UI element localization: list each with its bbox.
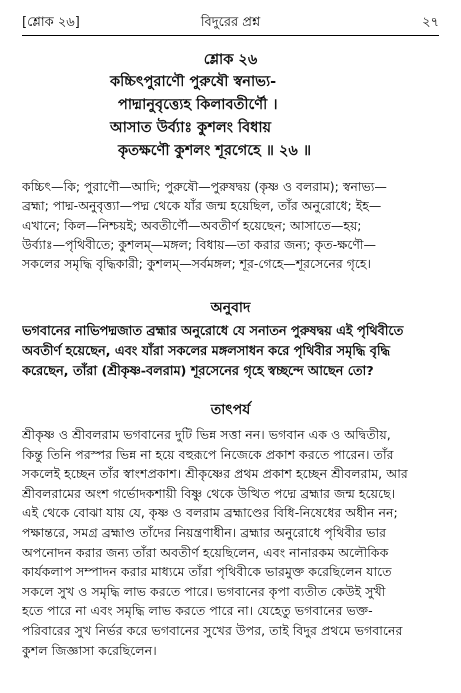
purport-line: কুশল জিজ্ঞাসা করেছিলেন। (22, 642, 157, 658)
purport-line: কার্যকলাপ সম্পাদন করার মাধ্যমে তাঁরা পৃথিবীকে ভারমুক্ত করেছিলেন যাতে (22, 564, 392, 580)
verse-line: কচ্চিৎপুরাণৌ পুরুষৌ স্বনাভ্য- (110, 74, 277, 90)
running-header (22, 12, 439, 34)
verse-line: কৃতক্ষণৌ কুশলং শূরগেহে ॥ ২৬ ॥ (118, 143, 312, 159)
header-verse-ref: [শ্লোক ২৬] (22, 15, 80, 30)
purport-line: সকলে সুখ ও সমৃদ্ধি লাভ করতে পারে। ভগবানের কৃপা ব্যতীত কেউই সুখী (22, 583, 386, 599)
translation-line: ভগবানের নাভিপদ্মজাত ব্রহ্মার অনুরোধে যে সনাতন পুরুষদ্বয় এই পৃথিবীতে (22, 324, 404, 339)
wfw-line: কচ্চিৎ—কি; পুরাণৌ—আদি; পুরুষৌ—পুরুষদ্বয় (কৃষ্ণ ও বলরাম); স্বনাভ্য— (22, 179, 387, 194)
translation-text (22, 322, 439, 382)
verse-line: আসাত উর্ব্যাঃ কুশলং বিধায় (110, 120, 272, 136)
word-for-word (22, 177, 439, 273)
translation-line: করেছেন, তাঁরা (শ্রীকৃষ্ণ-বলরাম) শূরসেনের গৃহে স্বচ্ছন্দে আছেন তো? (22, 364, 374, 379)
wfw-line: সকলের সমৃদ্ধি বৃদ্ধিকারী; কুশলম্—সর্বমঙ্গল; শূর-গেহে—শূরসেনের গৃহে। (22, 256, 371, 272)
purport-text (22, 425, 439, 660)
page-number: ২৭ (422, 15, 439, 30)
purport-line: হতে পারে না এবং সমৃদ্ধি লাভ করতে পারে না। যেহেতু ভগবানের ভক্ত- (22, 603, 373, 619)
purport-line: এই থেকে বোঝা যায় যে, কৃষ্ণ ও বলরাম ব্রহ্মাণ্ডের বিধি-নিষেধের অধীন নন; (22, 505, 398, 521)
purport-line: পরিবারের সুখ নির্ভর করে ভগবানের সুখের উপর, তাই বিদুর প্রথমে ভগবানের (22, 622, 403, 638)
wfw-line: উর্ব্যাঃ—পৃথিবীতে; কুশলম্—মঙ্গল; বিধায়—তা করার জন্য; কৃত-ক্ষণৌ— (22, 236, 376, 252)
translation-heading: অনুবাদ (210, 300, 251, 316)
wfw-line: ব্রহ্মা; পাদ্ম-অনুবৃত্ত্যা—পদ্ম থেকে যাঁর জন্ম হয়েছিল, তাঁর অনুরোধে; ইহ— (22, 198, 382, 214)
purport-line: অপনোদন করার জন্য তাঁরা অবতীর্ণ হয়েছিলেন, এবং নানারকম অলৌকিক (22, 544, 389, 560)
wfw-line: এখানে; কিল—নিশ্চয়ই; অবতীর্ণৌ—অবতীর্ণ হয়েছেন; আসাতে—হয়; (22, 217, 362, 233)
verse-line: পাদ্মানুবৃত্ত্যেহ কিলাবতীর্ণৌ । (118, 97, 278, 113)
header-rule (22, 35, 439, 36)
header-chapter-title: বিদুরের প্রশ্ন (200, 15, 261, 30)
purport-line: সকলেই হচ্ছেন তাঁর স্বাংশপ্রকাশ। শ্রীকৃষ্ণের প্রথম প্রকাশ হচ্ছেন শ্রীবলরাম, আর (22, 466, 408, 482)
purport-line: শ্রীকৃষ্ণ ও শ্রীবলরাম ভগবানের দুটি ভিন্ন সত্তা নন। ভগবান এক ও অদ্বিতীয়, (22, 427, 391, 442)
purport-line: পক্ষান্তরে, সমগ্র ব্রহ্মাণ্ড তাঁদের নিয়ন্ত্রণাধীন। ব্রহ্মার অনুরোধে পৃথিবীর ভার (22, 524, 387, 540)
translation-line: অবতীর্ণ হয়েছেন, এবং যাঁরা সকলের মঙ্গলসাধন করে পৃথিবীর সমৃদ্ধি বৃদ্ধি (22, 344, 390, 359)
purport-heading: তাৎপর্য (210, 402, 251, 418)
purport-line: শ্রীবলরামের অংশ গর্ভোদকশায়ী বিষ্ণু থেকে উত্থিত পদ্মে ব্রহ্মার জন্ম হয়েছে। (22, 485, 396, 501)
purport-line: কিন্তু তিনি পরস্পর ভিন্ন না হয়ে বহুরূপে নিজেকে প্রকাশ করতে পারেন। তাঁর (22, 446, 394, 462)
verse-number: শ্লোক ২৬ (203, 52, 258, 68)
